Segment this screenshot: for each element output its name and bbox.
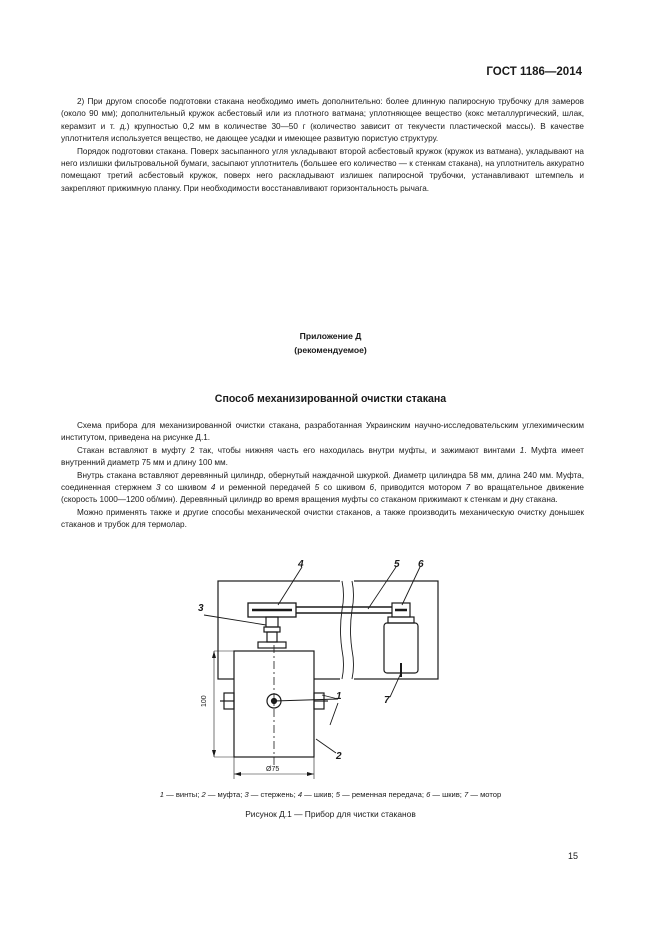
figure-caption: Рисунок Д.1 — Прибор для чистки стаканов xyxy=(245,809,416,819)
intro-text xyxy=(61,96,584,195)
device-diagram xyxy=(190,555,450,787)
height-dimension: 100 xyxy=(201,695,208,707)
label-3: 3 xyxy=(198,603,204,614)
diameter-dimension: Ø75 xyxy=(266,766,280,773)
label-4: 4 xyxy=(298,559,304,570)
intro-paragraph-1: 2) При другом способе подготовки стакана необходимо иметь дополнительно: более длинную папиросную трубочку для замеров (около 90 мм); дополнительный кружок асбестовый или из плотного ватмана; уплотняющее вещество (кокс металлургический, шлак, керамзит и т. д.) крупностью 0,2 мм в количестве 30—50 г (количество зависит от текучести пластической массы). В качестве уплотнителя используется вещество, не дающее усадки и имеющее развитую пористую структуру. xyxy=(61,97,584,144)
figure-legend: 1 — винты; 2 — муфта; 3 — стержень; 4 — шкив; 5 — ременная передача; 6 — шкив; 7 — мотор xyxy=(159,790,502,799)
body-paragraph-4: Можно применять также и другие способы механической очистки стаканов, а также производить механическую очистку донышек стаканов и трубок для термолар. xyxy=(61,507,584,530)
body-paragraph-1: Схема прибора для механизированной очистки стакана, разработанная Украинским научно-исследовательским углехимическим институтом, приведена на рисунке Д.1. xyxy=(61,421,584,443)
appendix-title: Способ механизированной очистки стакана xyxy=(214,393,447,405)
label-6: 6 xyxy=(418,559,424,570)
label-5: 5 xyxy=(394,559,400,570)
label-2: 2 xyxy=(336,751,342,762)
intro-paragraph-2: Порядок подготовки стакана. Поверх засыпанного угля укладывают второй асбестовый кружок (кружок из ватмана), укладывают на него излишки фильтровальной бумаги, засыпают уплотнитель (большее его количество — к стенкам стакана), на уплотнитель аккуратно помещают третий асбестовый кружок, поверх него раскладывают излишек папиросной трубочки, устанавливают штемпель и закрепляют прижимную планку. При необходимости восстанавливают горизонтальность рычага. xyxy=(61,146,584,193)
page-number: 15 xyxy=(567,851,578,861)
document-code: ГОСТ 1186—2014 xyxy=(486,66,582,78)
body-paragraph-3: Внутрь стакана вставляют деревянный цилиндр, обернутый наждачной шкуркой. Диаметр цилиндра 58 мм, длина 240 мм. Муфта, соединенная стержнем 3 со шкивом 4 и ременной передачей 5 со шкивом 6, приводится мотором 7 во вращательное движение (скорость 1000—1200 об/мин). Деревянный цилиндр во время вращения муфты со стаканом прижимают к стенкам и дну стакана. xyxy=(61,470,584,505)
appendix-kind: (рекомендуемое) xyxy=(294,345,367,355)
rod-3 xyxy=(266,617,278,627)
label-1: 1 xyxy=(336,691,342,702)
appendix-text xyxy=(61,420,584,532)
appendix-label: Приложение Д xyxy=(299,331,362,341)
label-7: 7 xyxy=(384,695,390,706)
body-paragraph-2: Стакан вставляют в муфту 2 так, чтобы нижняя часть его находилась внутри муфты, и зажимают винтами 1. Муфта имеет внутренний диаметр 75 мм и длину 100 мм. xyxy=(61,445,585,468)
